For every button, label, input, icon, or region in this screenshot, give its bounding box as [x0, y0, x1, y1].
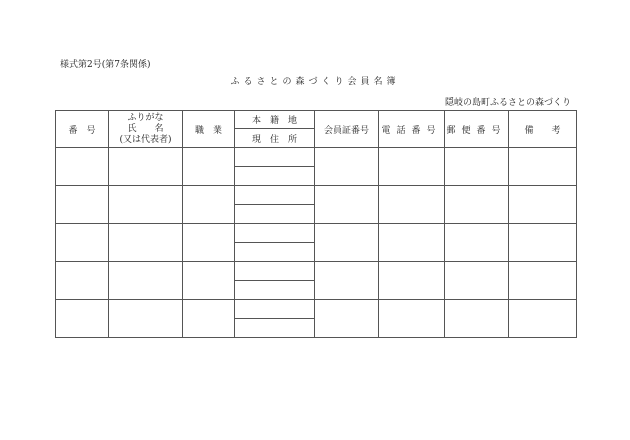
cell-member-id [315, 262, 379, 300]
header-furigana: ふりがな [127, 112, 164, 123]
cell-name [109, 148, 183, 186]
cell-permanent-address [235, 186, 315, 205]
cell-phone [379, 148, 445, 186]
header-remarks: 備 考 [509, 111, 577, 148]
document-title: ふるさとの森づくり会員名簿 [230, 77, 400, 87]
cell-remarks [509, 300, 577, 338]
table-row [56, 186, 577, 205]
cell-name [109, 224, 183, 262]
form-number: 様式第2号(第7条関係) [60, 60, 151, 70]
cell-occupation [183, 148, 235, 186]
cell-remarks [509, 148, 577, 186]
cell-postal-code [445, 224, 509, 262]
header-postal-code: 郵便番号 [445, 111, 509, 148]
header-member-id: 会員証番号 [315, 111, 379, 148]
table-row [56, 300, 577, 319]
cell-member-id [315, 186, 379, 224]
cell-current-address [235, 319, 315, 338]
cell-postal-code [445, 148, 509, 186]
member-register-table [55, 110, 577, 338]
organization-name: 隠岐の島町ふるさとの森づくり [445, 98, 572, 108]
cell-permanent-address [235, 262, 315, 281]
cell-postal-code [445, 300, 509, 338]
cell-remarks [509, 262, 577, 300]
header-name [109, 111, 183, 148]
cell-permanent-address [235, 300, 315, 319]
cell-remarks [509, 186, 577, 224]
cell-name [109, 186, 183, 224]
cell-number [56, 224, 109, 262]
cell-occupation [183, 300, 235, 338]
cell-permanent-address [235, 148, 315, 167]
cell-number [56, 148, 109, 186]
cell-member-id [315, 300, 379, 338]
cell-number [56, 262, 109, 300]
table-row [56, 262, 577, 281]
header-representative: (又は代表者) [119, 134, 172, 145]
table-row [56, 148, 577, 167]
cell-number [56, 300, 109, 338]
cell-occupation [183, 262, 235, 300]
cell-phone [379, 224, 445, 262]
header-number: 番 号 [56, 111, 109, 148]
cell-member-id [315, 224, 379, 262]
cell-phone [379, 186, 445, 224]
cell-current-address [235, 243, 315, 262]
cell-remarks [509, 224, 577, 262]
header-occupation: 職 業 [183, 111, 235, 148]
cell-number [56, 186, 109, 224]
header-current-address: 現 住 所 [235, 129, 315, 148]
cell-occupation [183, 224, 235, 262]
table-row [56, 224, 577, 243]
cell-current-address [235, 205, 315, 224]
cell-permanent-address [235, 224, 315, 243]
header-permanent-address: 本 籍 地 [235, 111, 315, 129]
header-name-label: 氏 名 [127, 123, 164, 134]
cell-member-id [315, 148, 379, 186]
cell-phone [379, 300, 445, 338]
cell-postal-code [445, 262, 509, 300]
header-phone: 電話番号 [379, 111, 445, 148]
cell-current-address [235, 167, 315, 186]
cell-phone [379, 262, 445, 300]
cell-postal-code [445, 186, 509, 224]
cell-occupation [183, 186, 235, 224]
cell-current-address [235, 281, 315, 300]
cell-name [109, 300, 183, 338]
cell-name [109, 262, 183, 300]
